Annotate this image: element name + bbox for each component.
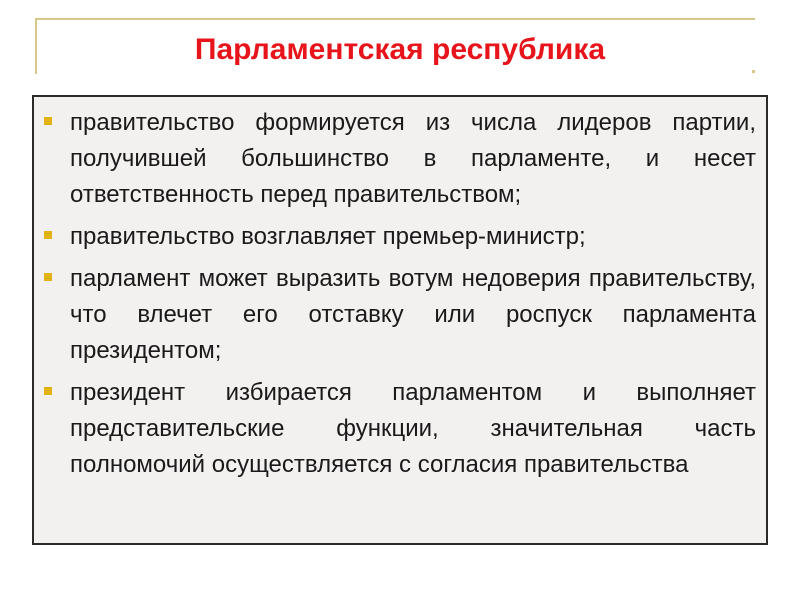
list-item-text: парламент может выразить вотум недоверия правительству, что влечет его отставку или роспуск парламента президентом;: [70, 265, 756, 364]
square-bullet-icon: [44, 231, 52, 239]
content-box: [32, 95, 768, 545]
list-item-text: президент избирается парламентом и выполняет представительские функции, значительная часть полномочий осуществляется с согласия правительства: [70, 379, 756, 478]
title-frame-top-line: [35, 18, 755, 20]
list-item: [42, 261, 756, 369]
bullet-list: [42, 105, 756, 483]
list-item: [42, 375, 756, 483]
list-item: [42, 105, 756, 213]
slide-title: Парламентская республика: [194, 33, 606, 66]
list-item-text: правительство возглавляет премьер-министр;: [70, 223, 586, 250]
list-item: [42, 219, 756, 255]
square-bullet-icon: [44, 387, 52, 395]
square-bullet-icon: [44, 273, 52, 281]
list-item-text: правительство формируется из числа лидеров партии, получившей большинство в парламенте, и несет ответственность перед правительством;: [70, 109, 756, 208]
title-frame-corner-mark: [752, 70, 755, 73]
square-bullet-icon: [44, 117, 52, 125]
